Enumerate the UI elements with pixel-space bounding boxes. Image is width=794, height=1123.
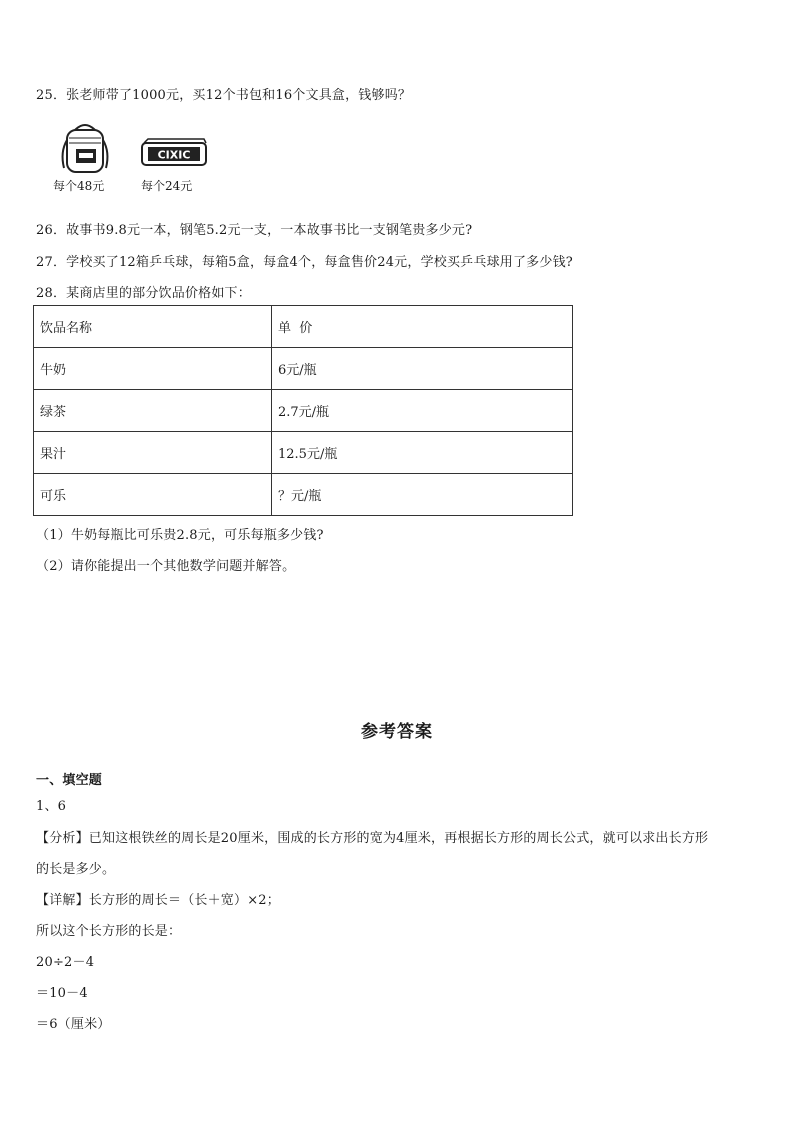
detail-line: 【详解】长方形的周长＝（长＋宽）×2； bbox=[36, 893, 280, 908]
header-unit-price: 单 价 bbox=[272, 306, 573, 348]
drink-name-cell: 果汁 bbox=[34, 432, 272, 474]
price-cell: 6元/瓶 bbox=[272, 348, 573, 390]
question-28: 28．某商店里的部分饮品价格如下： bbox=[36, 286, 251, 301]
pencil-case-price: 每个24元 bbox=[141, 179, 193, 193]
table-header-row bbox=[34, 306, 573, 348]
price-cell: ？元/瓶 bbox=[272, 474, 573, 516]
table-row bbox=[34, 474, 573, 516]
pencil-case-icon bbox=[140, 138, 208, 168]
drink-price-table bbox=[33, 305, 573, 516]
solution-intro: 所以这个长方形的长是： bbox=[36, 924, 182, 939]
table-row bbox=[34, 432, 573, 474]
question-26: 26．故事书9.8元一本，钢笔5.2元一支，一本故事书比一支钢笔贵多少元? bbox=[36, 223, 473, 238]
svg-text:CIXIC: CIXIC bbox=[157, 148, 191, 162]
section-title: 一、填空题 bbox=[36, 773, 103, 788]
price-cell: 2.7元/瓶 bbox=[272, 390, 573, 432]
question-28-part-1: （1）牛奶每瓶比可乐贵2.8元，可乐每瓶多少钱? bbox=[36, 528, 324, 543]
answers-heading: 参考答案 bbox=[361, 722, 433, 742]
drink-name-cell: 可乐 bbox=[34, 474, 272, 516]
calc-step-3: ＝6（厘米） bbox=[36, 1017, 111, 1032]
drink-name-cell: 牛奶 bbox=[34, 348, 272, 390]
analysis-line-1: 【分析】已知这根铁丝的周长是20厘米，围成的长方形的宽为4厘米，再根据长方形的周长公式，就可以求出长方形 bbox=[36, 831, 709, 846]
question-25: 25．张老师带了1000元，买12个书包和16个文具盒，钱够吗？ bbox=[36, 88, 412, 103]
backpack-icon bbox=[58, 122, 112, 174]
backpack-price: 每个48元 bbox=[53, 179, 105, 193]
answer-item-1: 1、6 bbox=[36, 799, 67, 814]
price-cell: 12.5元/瓶 bbox=[272, 432, 573, 474]
table-row bbox=[34, 390, 573, 432]
analysis-line-2: 的长是多少。 bbox=[36, 862, 116, 877]
question-27: 27．学校买了12箱乒乓球，每箱5盒，每盒4个，每盒售价24元，学校买乒乓球用了多少钱? bbox=[36, 255, 573, 270]
table-row bbox=[34, 348, 573, 390]
calc-step-2: ＝10－4 bbox=[36, 986, 88, 1001]
calc-step-1: 20÷2－4 bbox=[36, 955, 95, 970]
drink-name-cell: 绿茶 bbox=[34, 390, 272, 432]
question-28-part-2: （2）请你能提出一个其他数学问题并解答。 bbox=[36, 559, 296, 574]
header-drink-name: 饮品名称 bbox=[34, 306, 272, 348]
